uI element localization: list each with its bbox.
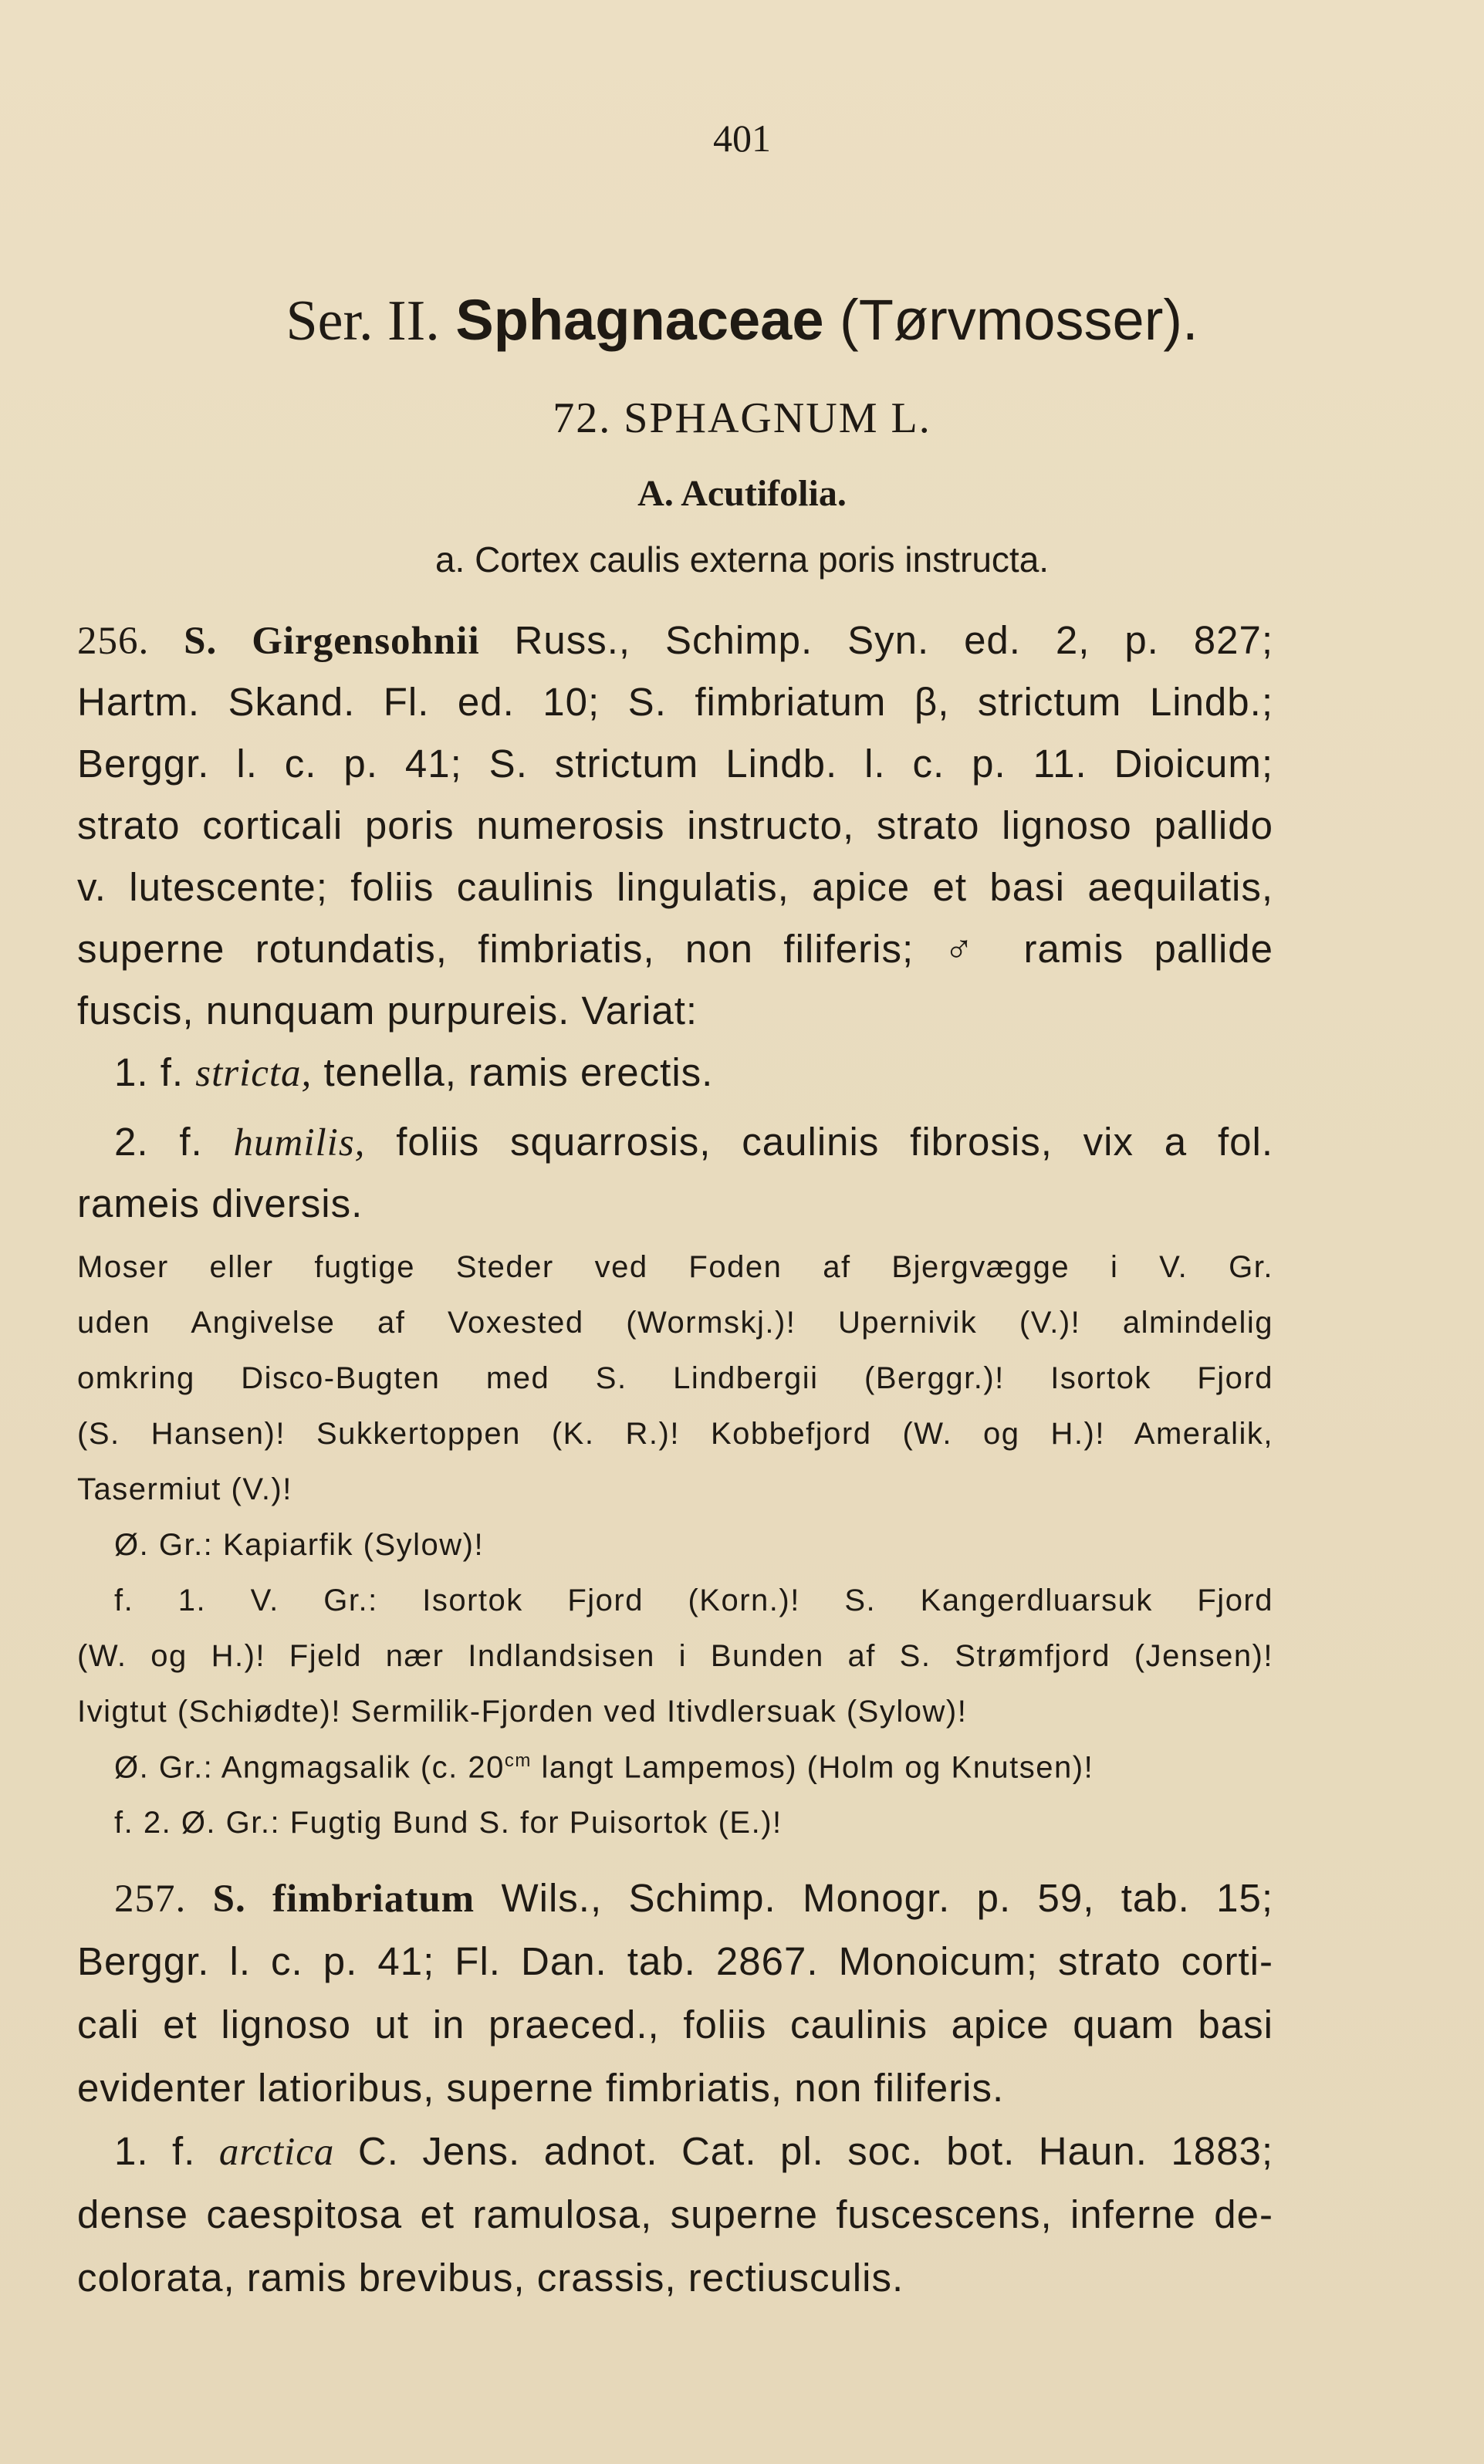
species-257-header: [114, 1875, 1273, 1922]
family-name: Sphagnaceae: [455, 288, 824, 352]
species-number: 257.: [114, 1878, 187, 1921]
species-text-line: Berggr. l. c. p. 41; S. strictum Lindb. l. c. p. 11. Dioicum;: [77, 742, 1273, 786]
locality-line: (W. og H.)! Fjeld nær Indlandsisen i Bunden af S. Strømfjord (Jensen)!: [77, 1639, 1273, 1673]
centimetre-unit: cm: [504, 1750, 532, 1771]
variety-name: arctica: [218, 2131, 335, 2174]
series-label: Ser. II.: [286, 289, 440, 353]
variety-2-continued: rameis diversis.: [77, 1181, 363, 1225]
variety-text: tenella, ramis erectis.: [323, 1050, 714, 1094]
family-common-name: (Tørvmosser).: [840, 288, 1198, 352]
locality-line: Moser eller fugtige Steder ved Foden af Bjergvægge i V. Gr.: [77, 1250, 1273, 1284]
locality-text: langt Lampemos) (Holm og Knutsen)!: [531, 1750, 1094, 1785]
locality-line: f. 1. V. Gr.: Isortok Fjord (Korn.)! S. Kangerdluarsuk Fjord: [114, 1584, 1273, 1617]
variety-prefix: 1. f.: [114, 2129, 196, 2173]
variety-text: foliis squarrosis, caulinis fibrosis, vix a fol.: [396, 1120, 1274, 1164]
locality-line: f. 2. Ø. Gr.: Fugtig Bund S. for Puisortok (E.)!: [114, 1806, 783, 1840]
locality-line: (S. Hansen)! Sukkertoppen (K. R.)! Kobbefjord (W. og H.)! Ameralik,: [77, 1417, 1273, 1451]
variety-1: [114, 2128, 1273, 2175]
species-genus-abbr: S.: [212, 1878, 246, 1921]
variety-text: C. Jens. adnot. Cat. pl. soc. bot. Haun. 1883;: [357, 2129, 1273, 2173]
species-text-line: v. lutescente; foliis caulinis lingulatis, apice et basi aequilatis,: [77, 865, 1273, 909]
species-authority: Russ., Schimp. Syn. ed. 2, p. 827;: [514, 618, 1274, 662]
variety-prefix: 2. f.: [114, 1120, 203, 1164]
species-authority: Wils., Schimp. Monogr. p. 59, tab. 15;: [501, 1876, 1273, 1920]
section-heading: A. Acutifolia.: [637, 473, 847, 514]
variety-name: humilis,: [233, 1121, 366, 1164]
locality-line: Ø. Gr.: Kapiarfik (Sylow)!: [114, 1528, 485, 1562]
species-text-line: cali et lignoso ut in praeced., foliis caulinis apice quam basi: [77, 2003, 1273, 2047]
species-text-line: Hartm. Skand. Fl. ed. 10; S. fimbriatum β, strictum Lindb.;: [77, 680, 1273, 724]
variety-text-line: colorata, ramis brevibus, crassis, rectiusculis.: [77, 2256, 904, 2300]
locality-line: uden Angivelse af Voxested (Wormskj.)! Upernivik (V.)! almindelig: [77, 1306, 1273, 1340]
variety-1: [114, 1049, 713, 1096]
species-text-line: superne rotundatis, fimbriatis, non filiferis; ♂ ramis pallide: [77, 927, 1273, 971]
species-256-header: [77, 617, 1273, 664]
species-name: Girgensohnii: [252, 620, 480, 663]
species-number: 256.: [77, 620, 150, 663]
locality-line: Tasermiut (V.)!: [77, 1472, 292, 1506]
species-text-line: strato corticali poris numerosis instructo, strato lignoso pallido: [77, 803, 1273, 847]
variety-text-line: dense caespitosa et ramulosa, superne fuscescens, inferne de-: [77, 2192, 1273, 2236]
variety-2: [114, 1119, 1273, 1165]
species-name: fimbriatum: [272, 1878, 475, 1921]
variety-name: stricta,: [195, 1052, 313, 1095]
locality-line: Ivigtut (Schiødte)! Sermilik-Fjorden ved Itivdlersuak (Sylow)!: [77, 1695, 968, 1729]
species-text-line: fuscis, nunquam purpureis. Variat:: [77, 989, 698, 1033]
variety-prefix: 1. f.: [114, 1050, 184, 1094]
page-number: 401: [713, 117, 771, 160]
locality-text: Ø. Gr.: Angmagsalik (c. 20: [114, 1750, 505, 1785]
locality-line-cm: [114, 1750, 1094, 1785]
species-text-line: evidenter latioribus, superne fimbriatis, non filiferis.: [77, 2066, 1005, 2110]
series-heading: [0, 287, 1484, 354]
species-genus-abbr: S.: [184, 620, 218, 663]
subsection-heading: a. Cortex caulis externa poris instructa.: [434, 539, 1050, 580]
species-text-line: Berggr. l. c. p. 41; Fl. Dan. tab. 2867. Monoicum; strato corti-: [77, 1939, 1273, 1983]
genus-heading: 72. SPHAGNUM L.: [553, 394, 931, 442]
locality-line: omkring Disco-Bugten med S. Lindbergii (Berggr.)! Isortok Fjord: [77, 1361, 1273, 1395]
